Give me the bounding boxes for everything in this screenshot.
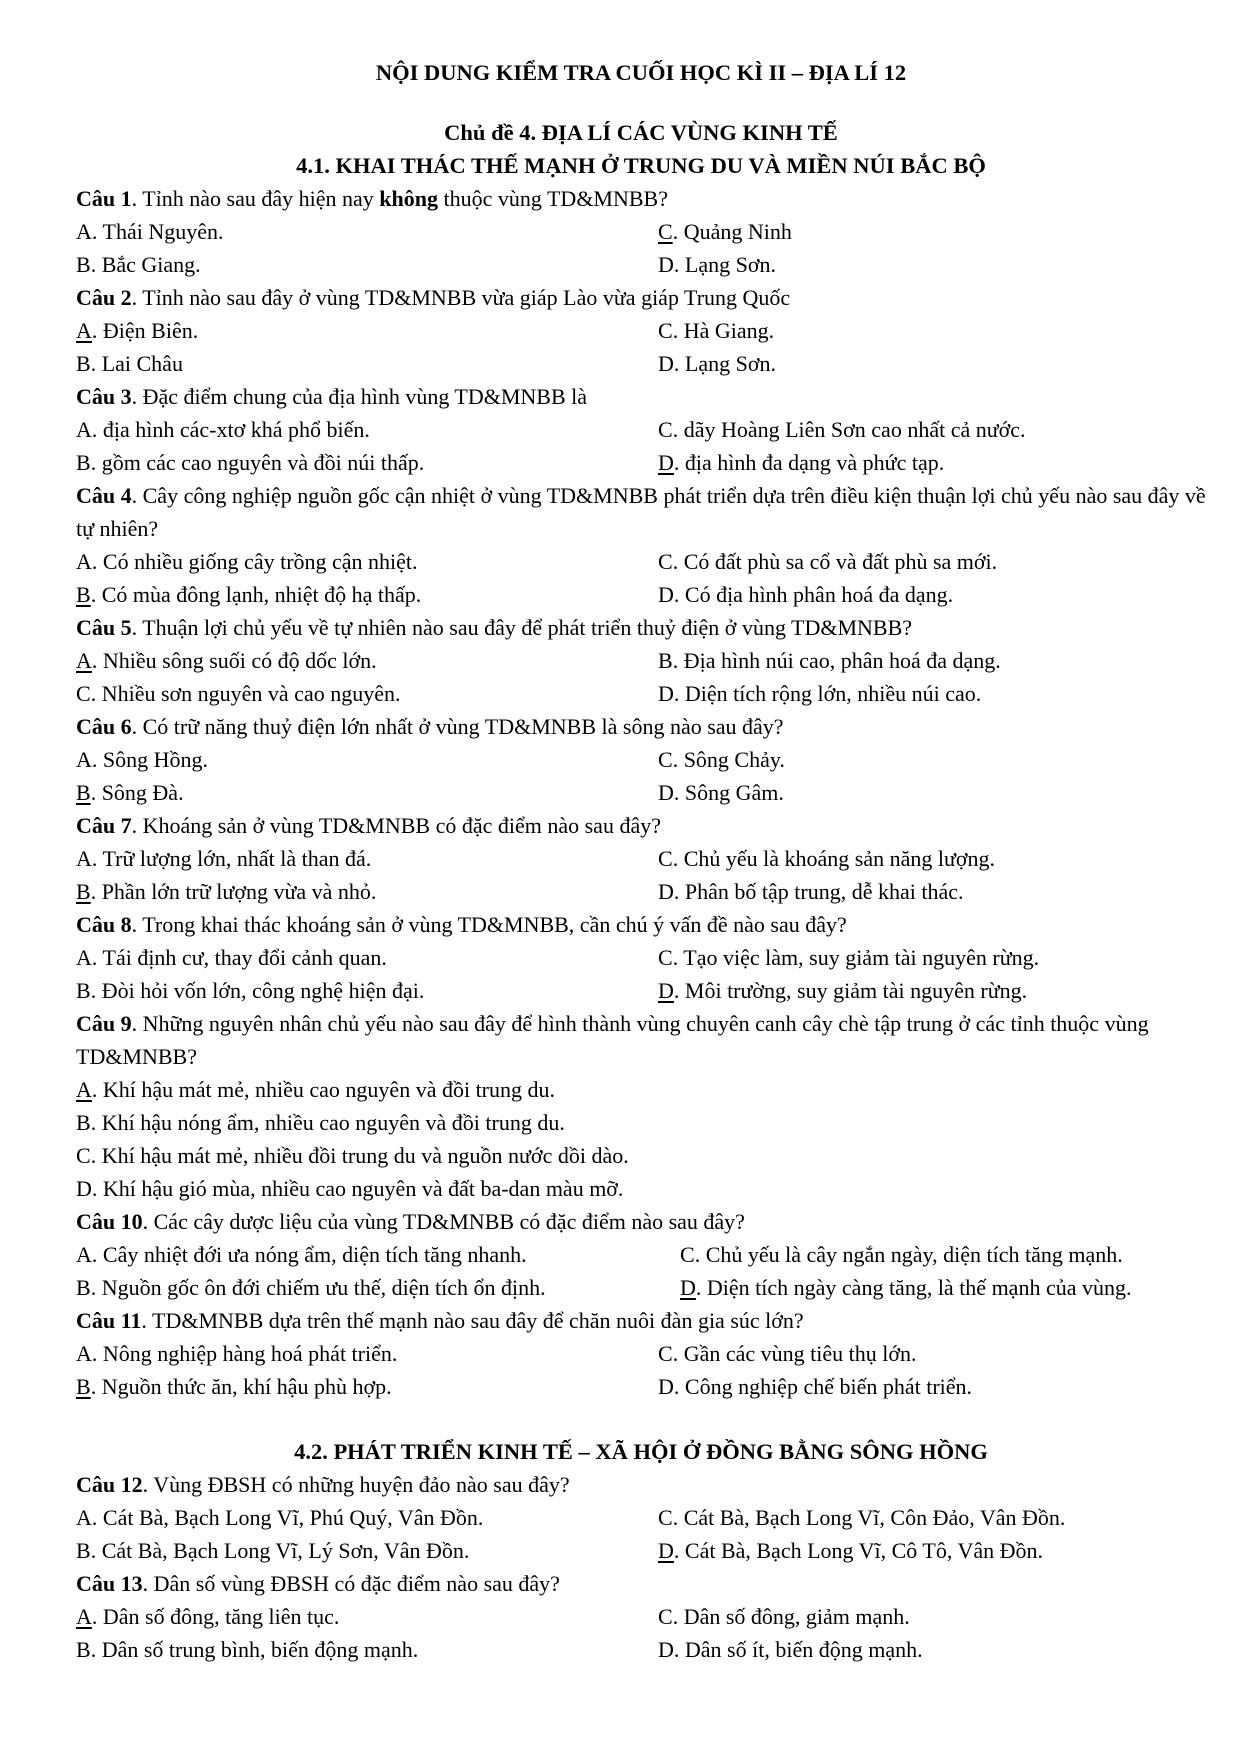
option-text: Dân số đông, tăng liên tục. [102,1604,340,1629]
option-letter: D [658,252,674,277]
option-text: Nguồn gốc ôn đới chiếm ưu thế, diện tích ổn định. [101,1275,546,1300]
option-text: Cát Bà, Bạch Long Vĩ, Phú Quý, Vân Đồn. [102,1505,484,1530]
question-text: TD&MNBB dựa trên thế mạnh nào sau đây để chăn nuôi đàn gia súc lớn? [152,1308,804,1333]
option-row [76,578,1206,611]
option-row [76,314,1206,347]
option-letter: B [76,1538,91,1563]
answer-option: B. Lai Châu [76,351,183,376]
option-letter: B [76,1637,91,1662]
option-text: Lạng Sơn. [684,351,776,376]
question-stem: Câu 2. Tỉnh nào sau đây ở vùng TD&MNBB vừa giáp Lào vừa giáp Trung Quốc [76,285,791,310]
section-title: 4.1. KHAI THÁC THẾ MẠNH Ở TRUNG DU VÀ MIỀN NÚI BẮC BỘ [296,153,986,178]
option-letter: D [76,1176,92,1201]
option-letter: B [76,1275,91,1300]
option-text: Lạng Sơn. [684,252,776,277]
answer-option: A. Có nhiều giống cây trồng cận nhiệt. [76,549,418,574]
question-text: Các cây dược liệu của vùng TD&MNBB có đặc điểm nào sau đây? [153,1209,745,1234]
question-stem: Câu 1. Tỉnh nào sau đây hiện nay không thuộc vùng TD&MNBB? [76,186,668,211]
option-letter: D [658,1374,674,1399]
option-row [76,1337,1206,1370]
answer-option: B. Đòi hỏi vốn lớn, công nghệ hiện đại. [76,978,425,1003]
option-text: Có địa hình phân hoá đa dạng. [684,582,954,607]
option-text: Dân số ít, biến động mạnh. [684,1637,923,1662]
answer-option: B. Cát Bà, Bạch Long Vĩ, Lý Sơn, Vân Đồn. [76,1538,470,1563]
option-text: Cát Bà, Bạch Long Vĩ, Cô Tô, Vân Đồn. [684,1538,1043,1563]
answer-option: A. Cây nhiệt đới ưa nóng ẩm, diện tích tăng nhanh. [76,1242,527,1267]
option-letter: A [76,1077,92,1102]
option-row [76,1633,1206,1666]
option-text: Sông Chảy. [683,747,785,772]
answer-option: C. dãy Hoàng Liên Sơn cao nhất cả nước. [658,417,1026,442]
question-number: Câu 4 [76,483,132,508]
option-letter: B [76,879,91,904]
option-row [76,413,1206,446]
option-text: Nhiều sơn nguyên và cao nguyên. [101,681,401,706]
answer-option: C. Chủ yếu là cây ngắn ngày, diện tích tăng mạnh. [680,1242,1123,1267]
option-row [76,1139,1206,1172]
question-text: Khoáng sản ở vùng TD&MNBB có đặc điểm nào sau đây? [142,813,661,838]
answer-option: D. Phân bố tập trung, dễ khai thác. [658,879,964,904]
option-row [76,644,1206,677]
answer-option: C. Chủ yếu là khoáng sản năng lượng. [658,846,996,871]
question-stem: Câu 13. Dân số vùng ĐBSH có đặc điểm nào sau đây? [76,1571,560,1596]
question-stem: Câu 9. Những nguyên nhân chủ yếu nào sau đây để hình thành vùng chuyên canh cây chè tập trung ở các tỉnh thuộc vùng TD&MNBB? [76,1011,1149,1069]
answer-option: C. Khí hậu mát mẻ, nhiều đồi trung du và nguồn nước dồi dào. [76,1143,629,1168]
option-row [76,1172,1206,1205]
question-stem: Câu 7. Khoáng sản ở vùng TD&MNBB có đặc điểm nào sau đây? [76,813,661,838]
option-text: Phần lớn trữ lượng vừa và nhỏ. [101,879,377,904]
question-text: Cây công nghiệp nguồn gốc cận nhiệt ở vùng TD&MNBB phát triển dựa trên điều kiện thuận lợi chủ yếu nào sau đây về tự nhiên? [76,483,1206,541]
option-text: Nhiều sông suối có độ dốc lớn. [102,648,377,673]
option-letter: C [680,1242,695,1267]
section-gap [76,1403,1206,1435]
answer-option: B. gồm các cao nguyên và đồi núi thấp. [76,450,425,475]
option-text: Công nghiệp chế biến phát triển. [684,1374,973,1399]
answer-option: C. Có đất phù sa cổ và đất phù sa mới. [658,549,998,574]
option-row [76,677,1206,710]
option-row [76,1534,1206,1567]
answer-option: A. địa hình các-xtơ khá phổ biến. [76,417,370,442]
option-text: địa hình các-xtơ khá phổ biến. [102,417,370,442]
option-row [76,1271,1206,1304]
answer-option: C. Quảng Ninh [658,219,792,244]
section-title: 4.2. PHÁT TRIỂN KINH TẾ – XÃ HỘI Ở ĐỒNG BẰNG SÔNG HỒNG [294,1439,988,1464]
question-number: Câu 9 [76,1011,132,1036]
answer-option: C. Sông Chảy. [658,747,785,772]
option-letter: A [76,648,92,673]
option-letter: C [658,846,673,871]
option-letter: A [76,1242,92,1267]
question-text: Vùng ĐBSH có những huyện đảo nào sau đây? [153,1472,570,1497]
option-letter: A [76,1505,92,1530]
option-letter: D [658,1538,674,1563]
option-letter: D [658,879,674,904]
answer-option: D. địa hình đa dạng và phức tạp. [658,450,945,475]
option-text: Môi trường, suy giảm tài nguyên rừng. [684,978,1028,1003]
question-keyword: không [379,186,439,211]
answer-option: D. Công nghiệp chế biến phát triển. [658,1374,973,1399]
option-letter: B [76,1110,91,1135]
question-number: Câu 5 [76,615,132,640]
option-letter: B [76,1374,91,1399]
question-text: Tỉnh nào sau đây ở vùng TD&MNBB vừa giáp Lào vừa giáp Trung Quốc [142,285,791,310]
option-text: Địa hình núi cao, phân hoá đa dạng. [683,648,1001,673]
option-letter: C [658,1604,673,1629]
option-text: Khí hậu nóng ẩm, nhiều cao nguyên và đồi trung du. [101,1110,565,1135]
option-letter: A [76,846,92,871]
option-letter: B [76,582,91,607]
option-row [76,974,1206,1007]
answer-option: A. Nhiều sông suối có độ dốc lớn. [76,648,377,673]
option-letter: A [76,1341,92,1366]
option-letter: A [76,747,92,772]
option-letter: D [658,582,674,607]
option-text: Phân bố tập trung, dễ khai thác. [684,879,964,904]
answer-option: A. Dân số đông, tăng liên tục. [76,1604,340,1629]
question-number: Câu 10 [76,1209,143,1234]
answer-option: B. Dân số trung bình, biến động mạnh. [76,1637,419,1662]
option-letter: D [658,351,674,376]
question-stem: Câu 4. Cây công nghiệp nguồn gốc cận nhiệt ở vùng TD&MNBB phát triển dựa trên điều kiện thuận lợi chủ yếu nào sau đây về tự nhiên? [76,483,1206,541]
option-letter: D [658,780,674,805]
option-text: Tạo việc làm, suy giảm tài nguyên rừng. [683,945,1040,970]
question-number: Câu 1 [76,186,132,211]
answer-option: C. Dân số đông, giảm mạnh. [658,1604,910,1629]
question-text: Thuận lợi chủ yếu về tự nhiên nào sau đây để phát triển thuỷ điện ở vùng TD&MNBB? [142,615,913,640]
option-row [76,941,1206,974]
question-text: Trong khai thác khoáng sản ở vùng TD&MNBB, cần chú ý vấn đề nào sau đây? [142,912,847,937]
option-text: Khí hậu gió mùa, nhiều cao nguyên và đất ba-dan màu mỡ. [102,1176,624,1201]
option-text: Trữ lượng lớn, nhất là than đá. [102,846,372,871]
option-letter: C [658,1341,673,1366]
option-text: Quảng Ninh [683,219,792,244]
answer-option: A. Thái Nguyên. [76,219,224,244]
answer-option: A. Trữ lượng lớn, nhất là than đá. [76,846,372,871]
topic-title: Chủ đề 4. ĐỊA LÍ CÁC VÙNG KINH TẾ [444,120,838,145]
answer-option: C. Cát Bà, Bạch Long Vĩ, Côn Đảo, Vân Đồn. [658,1505,1066,1530]
option-letter: A [76,318,92,343]
answer-option: D. Có địa hình phân hoá đa dạng. [658,582,954,607]
option-text: Lai Châu [101,351,183,376]
question-number: Câu 11 [76,1308,142,1333]
option-row [76,1501,1206,1534]
option-letter: A [76,417,92,442]
option-letter: A [76,1604,92,1629]
question-text-end: thuộc vùng TD&MNBB? [438,186,668,211]
option-text: Cát Bà, Bạch Long Vĩ, Lý Sơn, Vân Đồn. [101,1538,470,1563]
question-text: Đặc điểm chung của địa hình vùng TD&MNBB là [142,384,588,409]
option-row [76,446,1206,479]
option-letter: C [658,318,673,343]
option-row [76,875,1206,908]
answer-option: D. Môi trường, suy giảm tài nguyên rừng. [658,978,1028,1003]
option-letter: B [76,978,91,1003]
option-text: Sông Đà. [101,780,184,805]
answer-option: D. Khí hậu gió mùa, nhiều cao nguyên và đất ba-dan màu mỡ. [76,1176,624,1201]
option-text: dãy Hoàng Liên Sơn cao nhất cả nước. [683,417,1026,442]
option-letter: A [76,945,92,970]
document-page [76,56,1206,1666]
option-row [76,1370,1206,1403]
option-letter: D [658,978,674,1003]
question-number: Câu 13 [76,1571,143,1596]
answer-option: B. Nguồn gốc ôn đới chiếm ưu thế, diện tích ổn định. [76,1275,546,1300]
answer-option: B. Sông Đà. [76,780,184,805]
option-text: Nông nghiệp hàng hoá phát triển. [102,1341,398,1366]
option-text: Khí hậu mát mẻ, nhiều đồi trung du và nguồn nước dồi dào. [101,1143,629,1168]
question-number: Câu 8 [76,912,132,937]
question-number: Câu 6 [76,714,132,739]
answer-option: A. Điện Biên. [76,318,199,343]
answer-option: D. Diện tích rộng lớn, nhiều núi cao. [658,681,982,706]
option-text: Diện tích rộng lớn, nhiều núi cao. [684,681,982,706]
option-row [76,347,1206,380]
answer-option: A. Nông nghiệp hàng hoá phát triển. [76,1341,398,1366]
option-letter: C [658,747,673,772]
option-letter: D [658,1637,674,1662]
option-text: địa hình đa dạng và phức tạp. [684,450,945,475]
option-letter: D [658,450,674,475]
answer-option: C. Nhiều sơn nguyên và cao nguyên. [76,681,401,706]
option-row [76,1238,1206,1271]
option-letter: B [76,252,91,277]
option-letter: C [658,549,673,574]
sections-container [76,149,1206,1666]
option-row [76,1600,1206,1633]
option-text: Chủ yếu là khoáng sản năng lượng. [683,846,996,871]
answer-option: D. Diện tích ngày càng tăng, là thế mạnh của vùng. [680,1275,1132,1300]
answer-option: A. Tái định cư, thay đổi cảnh quan. [76,945,387,970]
option-text: Có mùa đông lạnh, nhiệt độ hạ thấp. [101,582,422,607]
option-row [76,215,1206,248]
answer-option: D. Cát Bà, Bạch Long Vĩ, Cô Tô, Vân Đồn. [658,1538,1043,1563]
question-stem: Câu 12. Vùng ĐBSH có những huyện đảo nào sau đây? [76,1472,570,1497]
document-title: NỘI DUNG KIỂM TRA CUỐI HỌC KÌ II – ĐỊA LÍ 12 [375,60,907,85]
question-stem: Câu 6. Có trữ năng thuỷ điện lớn nhất ở vùng TD&MNBB là sông nào sau đây? [76,714,784,739]
option-text: Dân số trung bình, biến động mạnh. [101,1637,419,1662]
question-number: Câu 3 [76,384,132,409]
option-text: Bắc Giang. [101,252,201,277]
question-stem: Câu 11. TD&MNBB dựa trên thế mạnh nào sau đây để chăn nuôi đàn gia súc lớn? [76,1308,804,1333]
option-text: Điện Biên. [102,318,199,343]
answer-option: B. Địa hình núi cao, phân hoá đa dạng. [658,648,1001,673]
option-letter: A [76,549,92,574]
question-text: Có trữ năng thuỷ điện lớn nhất ở vùng TD&MNBB là sông nào sau đây? [142,714,784,739]
option-letter: C [658,219,673,244]
answer-option: A. Sông Hồng. [76,747,209,772]
option-text: Sông Hồng. [102,747,209,772]
answer-option: A. Khí hậu mát mẻ, nhiều cao nguyên và đồi trung du. [76,1077,556,1102]
question-text: Dân số vùng ĐBSH có đặc điểm nào sau đây? [153,1571,560,1596]
option-row [76,248,1206,281]
option-letter: B [76,450,91,475]
option-letter: B [76,351,91,376]
option-text: Khí hậu mát mẻ, nhiều cao nguyên và đồi trung du. [102,1077,556,1102]
option-letter: D [658,681,674,706]
option-letter: A [76,219,92,244]
option-row [76,1106,1206,1139]
answer-option: B. Bắc Giang. [76,252,201,277]
option-letter: C [658,945,673,970]
option-text: Nguồn thức ăn, khí hậu phù hợp. [101,1374,392,1399]
option-text: Có nhiều giống cây trồng cận nhiệt. [102,549,418,574]
question-stem: Câu 8. Trong khai thác khoáng sản ở vùng TD&MNBB, cần chú ý vấn đề nào sau đây? [76,912,847,937]
option-text: Có đất phù sa cổ và đất phù sa mới. [683,549,998,574]
answer-option: D. Dân số ít, biến động mạnh. [658,1637,923,1662]
answer-option: B. Có mùa đông lạnh, nhiệt độ hạ thấp. [76,582,422,607]
question-text: Những nguyên nhân chủ yếu nào sau đây để hình thành vùng chuyên canh cây chè tập trung ở các tỉnh thuộc vùng TD&MNBB? [76,1011,1149,1069]
option-row [76,743,1206,776]
option-text: Cát Bà, Bạch Long Vĩ, Côn Đảo, Vân Đồn. [683,1505,1066,1530]
question-stem: Câu 10. Các cây dược liệu của vùng TD&MNBB có đặc điểm nào sau đây? [76,1209,745,1234]
answer-option: C. Hà Giang. [658,318,775,343]
option-letter: C [658,1505,673,1530]
option-row [76,545,1206,578]
option-text: Gần các vùng tiêu thụ lớn. [683,1341,917,1366]
option-text: Hà Giang. [683,318,775,343]
answer-option: B. Phần lớn trữ lượng vừa và nhỏ. [76,879,377,904]
option-text: Thái Nguyên. [102,219,224,244]
answer-option: B. Khí hậu nóng ẩm, nhiều cao nguyên và đồi trung du. [76,1110,565,1135]
answer-option: D. Lạng Sơn. [658,351,776,376]
option-row [76,776,1206,809]
option-text: Cây nhiệt đới ưa nóng ẩm, diện tích tăng nhanh. [102,1242,527,1267]
answer-option: C. Tạo việc làm, suy giảm tài nguyên rừng. [658,945,1040,970]
question-stem: Câu 5. Thuận lợi chủ yếu về tự nhiên nào sau đây để phát triển thuỷ điện ở vùng TD&MNBB? [76,615,913,640]
answer-option: D. Sông Gâm. [658,780,784,805]
answer-option: C. Gần các vùng tiêu thụ lớn. [658,1341,917,1366]
option-text: Chủ yếu là cây ngắn ngày, diện tích tăng mạnh. [705,1242,1123,1267]
question-number: Câu 7 [76,813,132,838]
answer-option: D. Lạng Sơn. [658,252,776,277]
question-text: Tỉnh nào sau đây hiện nay [142,186,380,211]
answer-option: A. Cát Bà, Bạch Long Vĩ, Phú Quý, Vân Đồn. [76,1505,484,1530]
option-text: gồm các cao nguyên và đồi núi thấp. [101,450,425,475]
option-letter: C [76,681,91,706]
option-row [76,842,1206,875]
question-number: Câu 12 [76,1472,143,1497]
option-row [76,1073,1206,1106]
option-letter: B [658,648,673,673]
option-text: Đòi hỏi vốn lớn, công nghệ hiện đại. [101,978,425,1003]
answer-option: B. Nguồn thức ăn, khí hậu phù hợp. [76,1374,392,1399]
option-letter: C [76,1143,91,1168]
option-letter: C [658,417,673,442]
question-stem: Câu 3. Đặc điểm chung của địa hình vùng TD&MNBB là [76,384,588,409]
option-text: Dân số đông, giảm mạnh. [683,1604,910,1629]
option-text: Tái định cư, thay đổi cảnh quan. [102,945,387,970]
option-text: Diện tích ngày càng tăng, là thế mạnh của vùng. [706,1275,1132,1300]
option-letter: B [76,780,91,805]
option-text: Sông Gâm. [684,780,784,805]
question-number: Câu 2 [76,285,132,310]
option-letter: D [680,1275,696,1300]
